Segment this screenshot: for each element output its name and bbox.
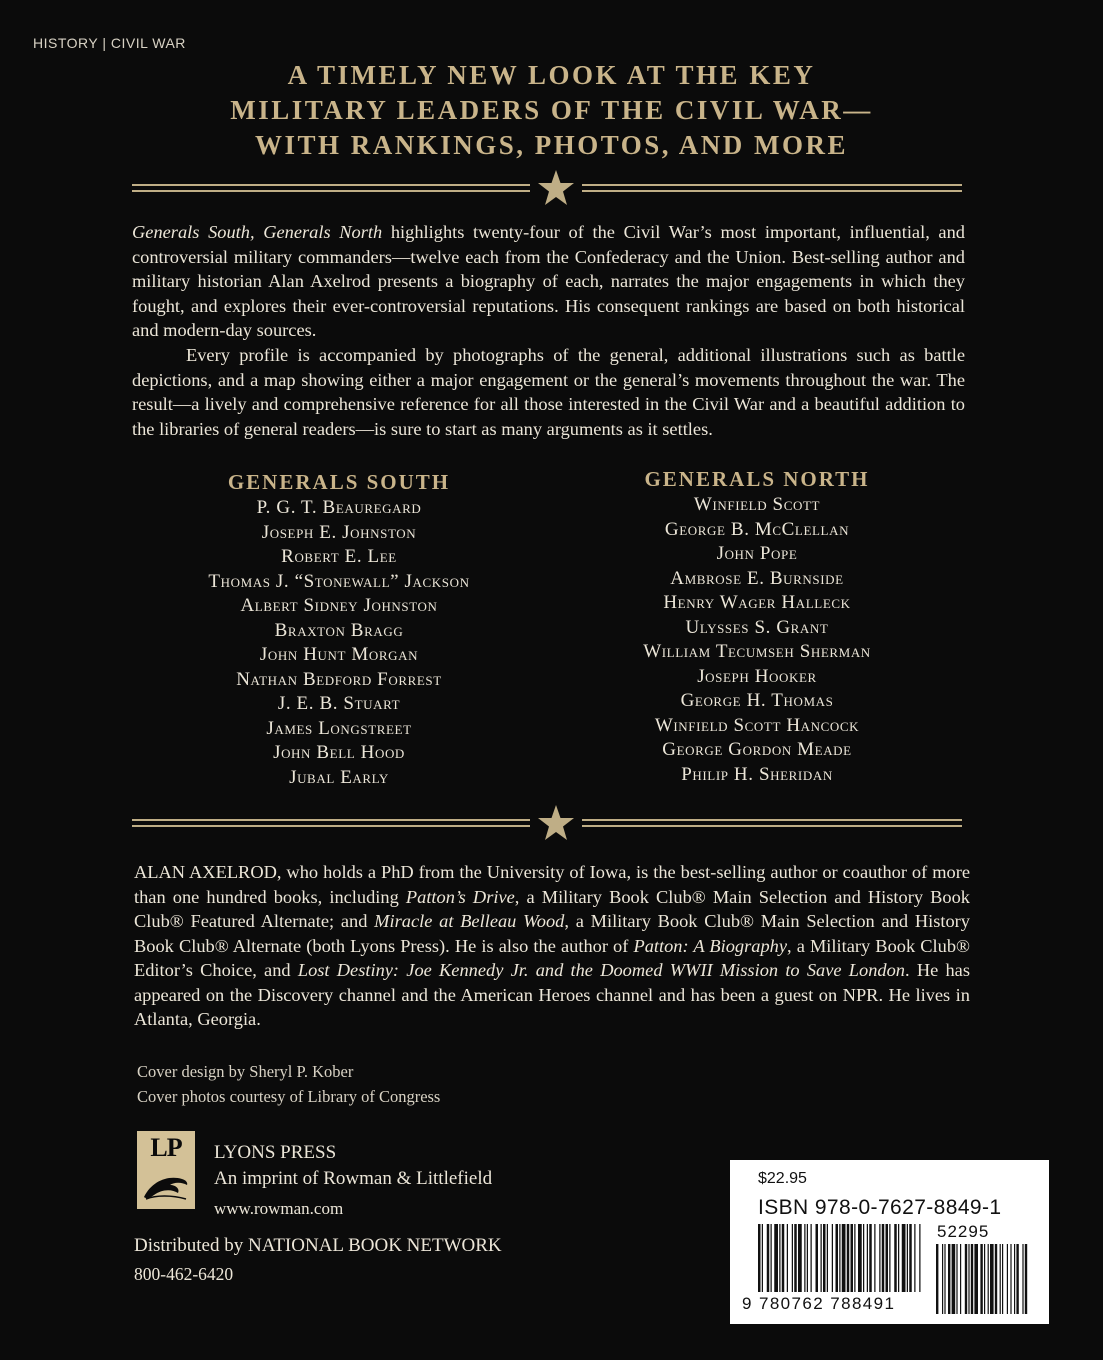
general-name: James Longstreet <box>266 717 412 739</box>
publisher-info <box>214 1140 492 1222</box>
general-name: Nathan Bedford Forrest <box>236 668 442 690</box>
general-name: Philip H. Sheridan <box>681 763 833 785</box>
publisher-name: LYONS PRESS <box>214 1142 337 1163</box>
category-label: HISTORY | CIVIL WAR <box>33 35 186 51</box>
general-name: Joseph E. Johnston <box>261 521 417 543</box>
description-paragraph-1: Generals South, Generals North highlights twenty-four of the Civil War’s most important, influential, and controversial military commanders—twelve each from the Confederacy and the Union. Best-selling author and military historian Alan Axelrod presents a biography of each, narrates the major engagements in which they fought, and explores their ever-controversial reputations. His consequent rankings are based on both historical and modern-day sources. <box>132 222 965 341</box>
general-name: John Pope <box>716 543 798 564</box>
general-name: Winfield Scott Hancock <box>654 714 860 736</box>
headline <box>100 58 1003 163</box>
description-paragraph-2: Every profile is accompanied by photographs of the general, additional illustrations such as battle depictions, and a map showing either a major engagement or the general’s movements throughout the war. The result—a lively and comprehensive reference for all those interested in the Civil War and a beautiful addition to the libraries of general readers—is sure to start as many arguments as it settles. <box>132 344 965 439</box>
headline-line-2: MILITARY LEADERS OF THE CIVIL WAR— <box>230 95 873 125</box>
generals-north-heading: GENERALS NORTH <box>644 467 870 491</box>
headline-line-3: WITH RANKINGS, PHOTOS, AND MORE <box>254 130 849 160</box>
distributor-phone: 800-462-6420 <box>134 1264 234 1284</box>
price: $22.95 <box>758 1170 807 1187</box>
headline-line-1: A TIMELY NEW LOOK AT THE KEY <box>287 60 816 90</box>
general-name: William Tecumseh Sherman <box>643 641 871 662</box>
generals-south-list <box>180 468 498 790</box>
general-name: Ulysses S. Grant <box>685 616 829 638</box>
isbn: ISBN 978-0-7627-8849-1 <box>758 1196 1002 1219</box>
publisher-imprint: An imprint of Rowman & Littlefield <box>214 1168 493 1189</box>
general-name: George Gordon Meade <box>662 739 852 760</box>
general-name: John Hunt Morgan <box>259 644 419 665</box>
generals-south-heading: GENERALS SOUTH <box>227 470 451 494</box>
general-name: Braxton Bragg <box>274 619 404 641</box>
generals-north-list <box>598 465 916 787</box>
cover-credits <box>137 1059 440 1109</box>
cover-photo-credit: Cover photos courtesy of Library of Congress <box>137 1087 441 1106</box>
general-name: Winfield Scott <box>693 494 821 515</box>
star-icon <box>530 168 582 208</box>
star-icon <box>530 803 582 843</box>
distribution-info <box>134 1232 502 1288</box>
general-name: Thomas J. “Stonewall” Jackson <box>208 570 470 592</box>
cover-design-credit: Cover design by Sheryl P. Kober <box>137 1062 354 1081</box>
general-name: Henry Wager Halleck <box>663 592 851 613</box>
price-addon-code: 52295 <box>937 1222 990 1241</box>
star-divider-bottom <box>132 803 962 843</box>
general-name: Jubal Early <box>289 766 389 788</box>
ean-number: 9 780762 788491 <box>742 1294 896 1313</box>
book-title: Generals South, Generals North <box>132 222 383 242</box>
general-name: John Bell Hood <box>273 742 405 763</box>
general-name: J. E. B. Stuart <box>277 693 401 714</box>
author-bio <box>134 860 970 1032</box>
author-bio-paragraph: ALAN AXELROD, who holds a PhD from the University of Iowa, is the best-selling author or coauthor of more than one hundred books, including Patton’s Drive, a Military Book Club® Main Selection and History Book Club® Featured Alternate; and Miracle at Belleau Wood, a Military Book Club® Main Selection and History Book Club® Alternate (both Lyons Press). He is also the author of Patton: A Biography, a Military Book Club® Editor’s Choice, and Lost Destiny: Joe Kennedy Jr. and the Doomed WWII Mission to Save London. He has appeared on the Discovery channel and the American Heroes channel and has been a guest on NPR. He lives in Atlanta, Georgia. <box>134 862 971 1029</box>
general-name: Robert E. Lee <box>281 546 397 567</box>
logo-monogram: LP <box>150 1133 182 1162</box>
distributor: Distributed by NATIONAL BOOK NETWORK <box>134 1235 502 1256</box>
general-name: George B. McClellan <box>664 518 850 540</box>
dolphin-icon <box>142 1167 190 1201</box>
lyons-press-logo <box>137 1131 195 1209</box>
general-name: Albert Sidney Johnston <box>240 595 438 616</box>
publisher-website: www.rowman.com <box>214 1199 344 1218</box>
general-name: George H. Thomas <box>680 690 834 711</box>
general-name: Joseph Hooker <box>697 665 817 687</box>
star-divider-top <box>132 168 962 208</box>
barcode-panel <box>730 1160 1049 1324</box>
general-name: Ambrose E. Burnside <box>670 567 844 589</box>
description <box>132 220 965 441</box>
general-name: P. G. T. Beauregard <box>256 497 422 518</box>
